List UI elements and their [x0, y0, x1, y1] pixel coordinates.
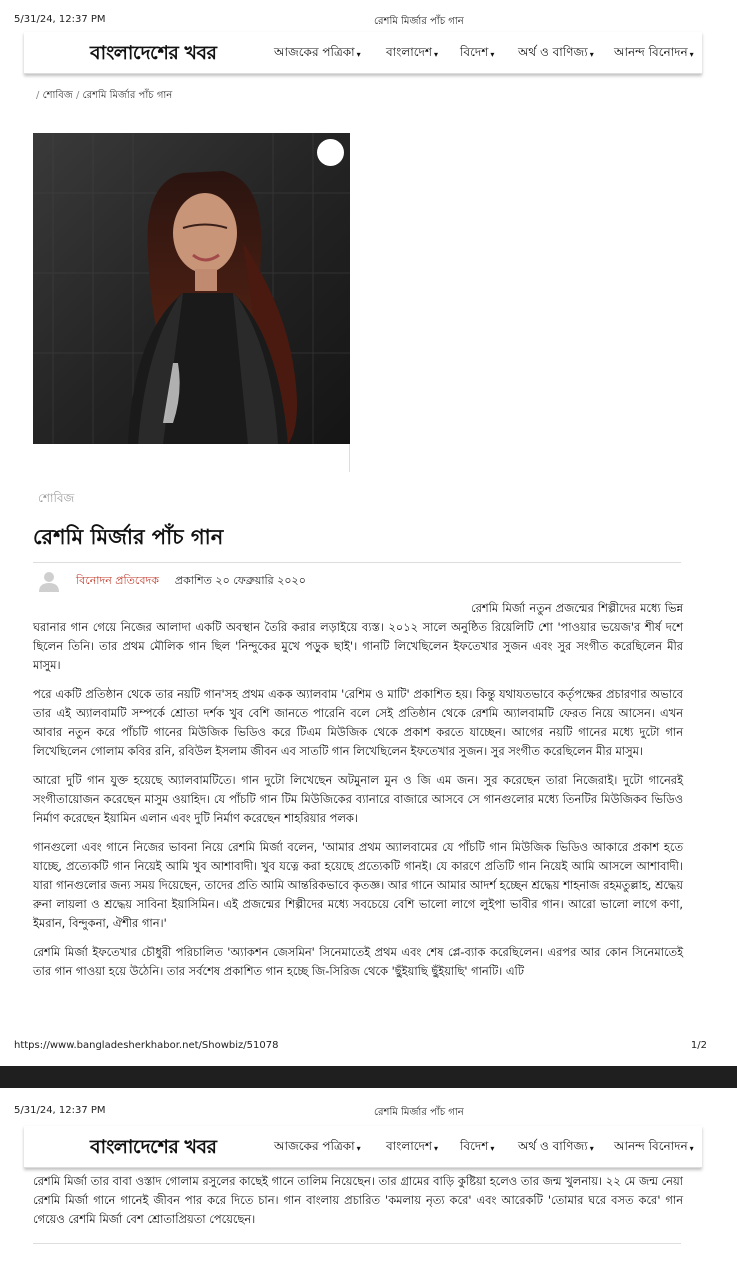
chevron-down-icon: ▾: [689, 49, 694, 59]
article-paragraph: রেশমি মির্জা নতুন প্রজন্মের শিল্পীদের মধ্যে ভিন্ন ঘরানার গান গেয়ে নিজের আলাদা একটি অবস্থান তৈরি করার লড়াইয়ে ব্যস্ত। ২০১২ সালে অনুষ্ঠিত রিয়েলিটি শো 'পাওয়ার ভয়েজ'র শীর্ষ দশে ছিলেন তিনি। তার প্রথম মৌলিক গান ছিল 'নিন্দুকের মুখে পড়ুক ছাই'। গানটি লিখেছিলেন ইফতেখার সুজন এবং সুর সংগীত করেছিলেন মীর মাসুম।: [33, 601, 683, 672]
chevron-down-icon: ▾: [356, 49, 361, 59]
section-tag[interactable]: শোবিজ: [38, 491, 75, 505]
menu-item-business[interactable]: অর্থ ও বাণিজ্য ▾: [518, 1139, 594, 1153]
publish-date: প্রকাশিত ২০ ফেব্রুয়ারি ২০২০: [174, 573, 306, 587]
breadcrumb-current: রেশমি মির্জার পাঁচ গান: [82, 90, 173, 101]
article-paragraph: গানগুলো এবং গানে নিজের ভাবনা নিয়ে রেশমি মির্জা বলেন, 'আমার প্রথম অ্যালবামের যে পাঁচটি গান মিউজিক ভিডিও আকারে প্রকাশ হতে যাচ্ছে, প্রত্যেকটি গান নিয়েই আমি খুব আশাবাদী। খুব যত্নে করা হয়েছে প্রত্যেকটি গানই। যে কারণে প্রতিটি গান নিয়েই আমি আসলে আশাবাদী। যারা গানগুলোর জন্য সময় দিয়েছেন, তাদের প্রতি আমি আন্তরিকভাবে কৃতজ্ঞ। আর গানে আমার আদর্শ হচ্ছেন শ্রদ্ধেয় শাহনাজ রহমতুল্লাহ, শ্রদ্ধেয় রুনা লায়লা ও শ্রদ্ধেয় সাবিনা ইয়াসিমিন। এই প্রজন্মের শিল্পীদের মধ্যে সবচেয়ে বেশি ভালো লাগে লুইপা ভাবীর গান। আরো ভালো লাগে কণা, ইমরান, বিন্দুকনা, ঐশীর গান।': [33, 840, 683, 930]
menu-item-business[interactable]: অর্থ ও বাণিজ্য ▾: [518, 45, 594, 59]
menu-item-abroad[interactable]: বিদেশ ▾: [460, 45, 495, 59]
main-menu: [274, 44, 704, 64]
menu-item-todays-paper[interactable]: আজকের পত্রিকা ▾: [274, 1139, 361, 1153]
chevron-down-icon: ▾: [433, 49, 438, 59]
print-header-page2: [14, 1105, 723, 1121]
site-logo[interactable]: বাংলাদেশের খবর: [90, 1136, 217, 1158]
article-body: [33, 599, 683, 991]
article-headline: রেশমি মির্জার পাঁচ গান: [33, 525, 224, 549]
chevron-down-icon: ▾: [490, 49, 495, 59]
page-break: [0, 1066, 737, 1088]
menu-item-abroad[interactable]: বিদেশ ▾: [460, 1139, 495, 1153]
user-avatar-icon: [38, 570, 60, 592]
site-navbar: [24, 32, 702, 74]
article-photo: [33, 133, 350, 444]
article-paragraph: পরে একটি প্রতিষ্ঠান থেকে তার নয়টি গান'সহ প্রথম একক অ্যালবাম 'রেশিম ও মাটি' প্রকাশিত হয়। কিন্তু যথাযতভাবে কর্তৃপক্ষের প্রচারণার অভাবে তার এই অ্যালবামটি সম্পর্কে শ্রোতা দর্শক খুব বেশি জানতে পারেনি বলে সেই প্রতিষ্ঠান থেকে রেশমি অ্যালবামটি ফেরত নিয়ে আসেন। এখন আবার নতুন করে পাঁচটি গানের মিউজিক ভিডিও করে টিএম মিউজিক থেকে প্রকাশ করতে যাচ্ছেন। আগের নয়টি গানের মধ্যে দুটো গান লিখেছিলেন গোলাম কবির রনি, রবিউল ইসলাম জীবন এব সাতটি গান লিখেছিলেন ইফতেখার সুজন। সুর সংগীত করেছিলেন মীর মাসুম।: [33, 687, 683, 758]
menu-item-entertainment[interactable]: আনন্দ বিনোদন ▾: [614, 45, 694, 59]
print-page-number: 1/2: [690, 1040, 707, 1051]
article-paragraph: রেশমি মির্জা তার বাবা ওস্তাদ গোলাম রসুলের কাছেই গানে তালিম নিয়েছেন। তার গ্রামের বাড়ি কুষ্টিয়া হলেও তার জন্ম খুলনায়। ২২ মে জন্ম নেয়া রেশমি মির্জা গানে গানেই জীবন পার করে দিতে চান। গান বাংলায় প্রচারিত 'কমলায় নৃত্য করে' এবং আরেকটি 'তোমার ঘরে বসত করে' গান গেয়েও রেশমি মির্জা বেশ শ্রোতাপ্রিয়তা পেয়েছেন।: [33, 1174, 683, 1226]
site-logo[interactable]: বাংলাদেশের খবর: [90, 42, 217, 64]
print-header: [14, 14, 723, 30]
chevron-down-icon: ▾: [589, 1143, 594, 1153]
chevron-down-icon: ▾: [433, 1143, 438, 1153]
breadcrumb-section[interactable]: শোবিজ: [42, 90, 73, 101]
main-menu: [274, 1138, 704, 1158]
article-byline: [38, 570, 306, 592]
photo-caption-area: [33, 444, 350, 472]
print-date: 5/31/24, 12:37 PM: [14, 1105, 106, 1116]
headline-divider: [33, 562, 681, 563]
article-end-divider: [33, 1243, 681, 1244]
gallery-button[interactable]: [317, 139, 344, 166]
article-paragraph: রেশমি মির্জা ইফতেখার চৌধুরী পরিচালিত 'অ্যাকশন জেসমিন' সিনেমাতেই প্রথম এবং শেষ প্লে-ব্যাক করেছিলেন। এরপর আর কোন সিনেমাতেই তার গান গাওয়া হয়ে উঠেনি। তার সর্বশেষ প্রকাশিত গান হচ্ছে জি-সিরিজ থেকে 'ছুঁইয়াছি ছুঁইয়াছি' গানটি। এটি: [33, 945, 683, 978]
portrait-image: [33, 133, 350, 444]
site-navbar-page2: [24, 1126, 702, 1168]
menu-item-bangladesh[interactable]: বাংলাদেশ ▾: [386, 1139, 438, 1153]
menu-item-entertainment[interactable]: আনন্দ বিনোদন ▾: [614, 1139, 694, 1153]
print-title: রেশমি মির্জার পাঁচ গান: [374, 16, 464, 27]
menu-item-todays-paper[interactable]: আজকের পত্রিকা ▾: [274, 45, 361, 59]
chevron-down-icon: ▾: [490, 1143, 495, 1153]
menu-item-bangladesh[interactable]: বাংলাদেশ ▾: [386, 45, 438, 59]
author-link[interactable]: বিনোদন প্রতিবেদক: [76, 573, 159, 587]
chevron-down-icon: ▾: [689, 1143, 694, 1153]
print-title: রেশমি মির্জার পাঁচ গান: [374, 1107, 464, 1118]
print-footer-url: https://www.bangladesherkhabor.net/Showbiz/51078: [14, 1040, 279, 1051]
print-date: 5/31/24, 12:37 PM: [14, 14, 106, 25]
chevron-down-icon: ▾: [589, 49, 594, 59]
chevron-down-icon: ▾: [356, 1143, 361, 1153]
article-paragraph: আরো দুটি গান যুক্ত হয়েছে অ্যালবামটিতে। গান দুটো লিখেছেন অটমুনাল মুন ও জি এম জন। সুর করেছেন তারা নিজেরাই। দুটো গানেরই সংগীতায়োজন করেছেন মাসুম ওয়াহিদ। যে পাঁচটি গান টিম মিউজিকের ব্যানারে বাজারে আসবে সে গানগুলোর মধ্যে তিনটির মিউজিকব ভিডিও নির্মাণ করেছেন ইয়ামিন এলান এবং দুটি নির্মাণ করেছেন শাহরিয়ার পলক।: [33, 773, 683, 825]
breadcrumb: / শোবিজ / রেশমি মির্জার পাঁচ গান: [36, 90, 173, 101]
